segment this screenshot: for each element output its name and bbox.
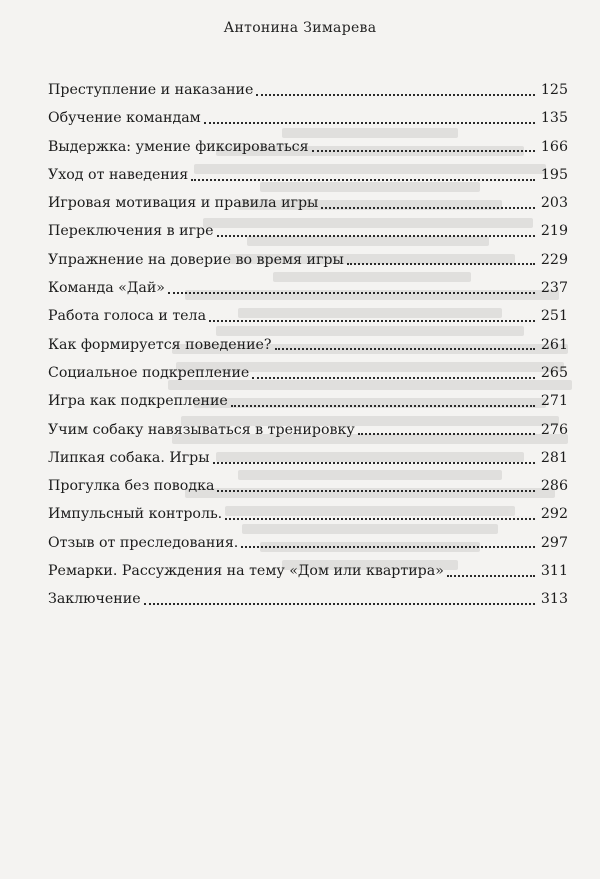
- toc-entry: [48, 217, 568, 245]
- toc-entry-title: Ремарки. Рассуждения на тему «Дом или квартира»: [48, 563, 444, 580]
- toc-entry: [48, 246, 568, 274]
- toc-entry: [48, 500, 568, 528]
- toc-entry: [48, 529, 568, 557]
- toc-entry-page-number: 125: [540, 82, 568, 98]
- toc-entry: [48, 76, 568, 104]
- toc-entry-title: Уход от наведения: [48, 166, 189, 183]
- toc-entry-title: Команда «Дай»: [48, 280, 165, 297]
- toc-entry-title: Переключения в игре: [48, 223, 214, 240]
- table-of-contents: [48, 76, 568, 614]
- toc-dot-leader: [321, 207, 535, 209]
- toc-entry: [48, 161, 568, 189]
- toc-entry-page-number: 286: [540, 478, 568, 495]
- toc-entry-page-number: 313: [540, 591, 568, 608]
- toc-entry-page-number: 292: [540, 506, 568, 523]
- toc-entry-page-number: 251: [540, 308, 568, 325]
- toc-entry-page-number: 166: [540, 138, 568, 155]
- toc-entry-title: Работа голоса и тела: [48, 308, 207, 325]
- toc-entry-page-number: 261: [540, 336, 568, 353]
- toc-entry-title: Прогулка без поводка: [48, 478, 215, 495]
- toc-dot-leader: [312, 150, 535, 152]
- toc-dot-leader: [447, 575, 535, 577]
- running-header-author: Антонина Зимарева: [223, 20, 377, 36]
- toc-entry: [48, 189, 568, 217]
- toc-dot-leader: [252, 377, 535, 379]
- toc-entry-title: Импульсный контроль.: [48, 506, 223, 523]
- toc-entry: [48, 416, 568, 444]
- toc-entry-page-number: 195: [540, 166, 568, 183]
- toc-dot-leader: [213, 462, 535, 464]
- toc-entry-title: Липкая собака. Игры: [48, 449, 210, 466]
- toc-entry: [48, 444, 568, 472]
- toc-dot-leader: [144, 603, 535, 605]
- toc-entry: [48, 387, 568, 415]
- toc-entry-page-number: 271: [540, 393, 568, 410]
- toc-entry-page-number: 219: [540, 223, 568, 240]
- toc-entry-page-number: 135: [540, 110, 568, 127]
- toc-entry: [48, 557, 568, 585]
- toc-entry-page-number: 229: [540, 251, 568, 268]
- toc-entry-title: Заключение: [48, 591, 141, 608]
- toc-entry: [48, 274, 568, 302]
- toc-entry-page-number: 276: [540, 421, 568, 438]
- toc-entry-title: Учим собаку навязываться в тренировку: [48, 421, 355, 438]
- toc-dot-leader: [168, 292, 535, 294]
- toc-entry: [48, 133, 568, 161]
- toc-entry-page-number: 311: [540, 563, 568, 580]
- toc-entry-title: Игровая мотивация и правила игры: [48, 195, 319, 212]
- toc-dot-leader: [347, 263, 535, 265]
- toc-entry-title: Игра как подкрепление: [48, 393, 228, 410]
- toc-entry: [48, 331, 568, 359]
- toc-entry-title: Упражнение на доверие во время игры: [48, 251, 344, 268]
- toc-entry-page-number: 265: [540, 364, 568, 381]
- toc-entry-page-number: 281: [540, 449, 568, 466]
- toc-dot-leader: [275, 348, 535, 350]
- toc-entry-title: Как формируется поведение?: [48, 336, 272, 353]
- toc-dot-leader: [231, 405, 535, 407]
- toc-entry-title: Преступление и наказание: [48, 82, 254, 98]
- toc-entry: [48, 104, 568, 132]
- toc-dot-leader: [217, 490, 535, 492]
- toc-entry-title: Социальное подкрепление: [48, 364, 250, 381]
- toc-dot-leader: [204, 122, 535, 124]
- toc-entry-title: Выдержка: умение фиксироваться: [48, 138, 309, 155]
- toc-entry-page-number: 237: [540, 280, 568, 297]
- toc-entry: [48, 302, 568, 330]
- toc-dot-leader: [191, 179, 535, 181]
- toc-entry-title: Обучение командам: [48, 110, 201, 127]
- toc-dot-leader: [241, 546, 535, 548]
- toc-dot-leader: [358, 433, 535, 435]
- toc-entry: [48, 359, 568, 387]
- toc-entry: [48, 585, 568, 613]
- toc-dot-leader: [225, 518, 535, 520]
- toc-entry-page-number: 203: [540, 195, 568, 212]
- toc-dot-leader: [209, 320, 535, 322]
- toc-entry-page-number: 297: [540, 534, 568, 551]
- toc-dot-leader: [256, 94, 535, 96]
- toc-entry: [48, 472, 568, 500]
- toc-entry-title: Отзыв от преследования.: [48, 534, 239, 551]
- toc-dot-leader: [217, 235, 535, 237]
